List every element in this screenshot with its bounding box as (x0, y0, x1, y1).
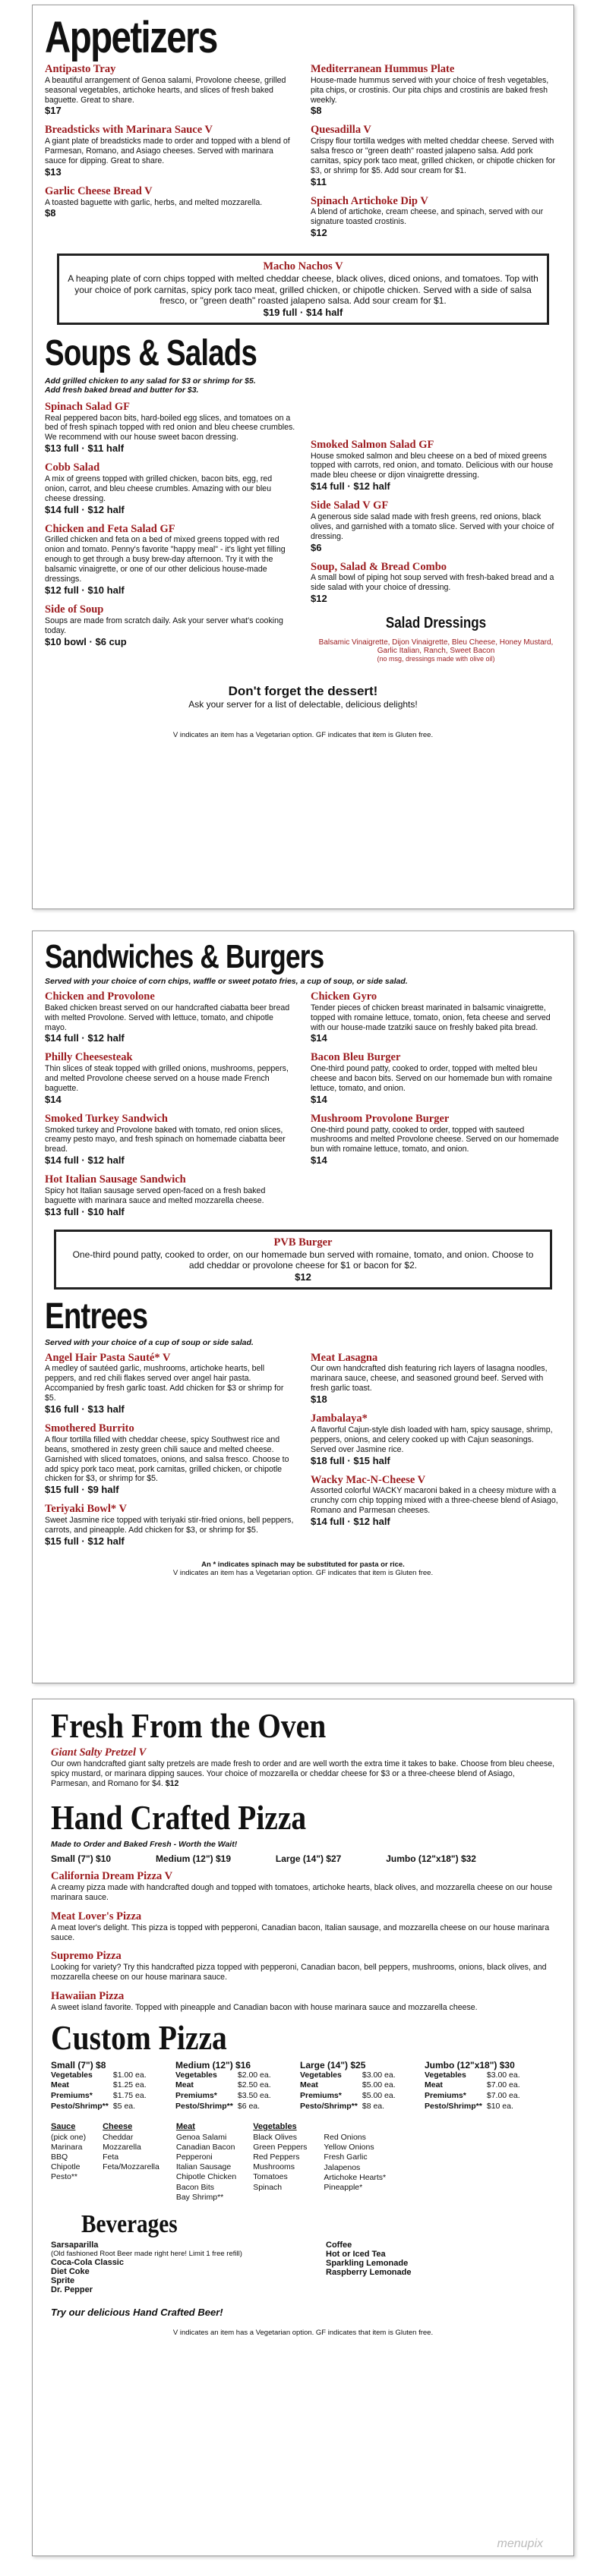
item-desc: A sweet island favorite. Topped with pineapple and Canadian bacon with house marinara sauce and mozzarella cheese. (51, 2002, 478, 2012)
topping-item: Tomatoes (253, 2172, 288, 2182)
price-value: $8 ea. (362, 2101, 385, 2111)
item-price: $14 full · $12 half (311, 1516, 390, 1528)
menu-item (311, 124, 561, 187)
price-value: $7.00 ea. (486, 2090, 520, 2100)
topping-group (103, 2122, 159, 2203)
item-name: Smoked Turkey Sandwich (45, 1112, 168, 1125)
menu-item (45, 990, 295, 1044)
oven-title: Fresh From the Oven (51, 1706, 327, 1745)
menu-page-3 (32, 1699, 574, 2556)
item-price: $14 (311, 1154, 327, 1167)
custom-price-row (425, 2091, 525, 2102)
entrees-note: Served with your choice of a cup of soup or side salad. (45, 1337, 254, 1347)
custom-price-row (51, 2102, 151, 2112)
item-desc: A small bowl of piping hot soup served with fresh-baked bread and a side salad with your choice of dressing. (311, 573, 554, 593)
price-value: $5.00 ea. (362, 2090, 396, 2100)
custom-price-table (175, 2071, 276, 2112)
price-value: $10 ea. (486, 2101, 513, 2111)
item-name: Side Salad V GF (311, 499, 389, 512)
topping-item: Feta/Mozzarella (103, 2162, 159, 2172)
item-price: $18 full · $15 half (311, 1454, 390, 1466)
item-desc: Real peppered bacon bits, hard-boiled egg slices, and tomatoes on a bed of fresh spinach topped with red onion and bleu cheese crumbles. We recommend with our house sweet bacon dressing. (45, 413, 295, 442)
beverage-item: Raspberry Lemonade (326, 2267, 412, 2277)
item-desc: Soups are made from scratch daily. Ask your server what's cooking today. (45, 616, 283, 635)
custom-price-row (425, 2080, 525, 2091)
topping-head: Meat (175, 2122, 195, 2132)
item-name: California Dream Pizza V (51, 1870, 173, 1883)
item-name: Cobb Salad (45, 461, 100, 474)
item-price: $13 full · $10 half (45, 1205, 125, 1217)
dessert-sub: Ask your server for a list of delectable, delicious delights! (188, 699, 418, 710)
topping-item: Pesto** (51, 2172, 78, 2182)
dessert-block (45, 684, 561, 710)
pizza-list (51, 1870, 555, 2012)
item-name: Supremo Pizza (51, 1950, 122, 1963)
menu-item (45, 603, 295, 647)
item-desc: Looking for variety? Try this handcrafted pizza topped with pepperoni, Canadian bacon, bell peppers, mushrooms, onions, black olives, and mozzarella cheese on our house marinara sauce. (51, 1963, 547, 1982)
pretzel-desc: Our own handcrafted giant salty pretzels are made fresh to order and are well worth the extra time it takes to bake. Choose from bleu cheese, spicy mustard, or marinara dipping sauces. Your choice of mozzarella or cheddar cheese for $3 or a three-cheese blend of Asiago, Parmesan, and Romano for $4. $12 (51, 1759, 555, 1788)
sandwiches-right-column (311, 990, 561, 1225)
item-desc: Baked chicken breast served on our handcrafted ciabatta beer bread with melted Provolone. Served with lettuce, tomato, and chipotle mayo. (45, 1003, 290, 1032)
item-desc: House-made hummus served with your choice of fresh vegetables, pita chips, or crostinis. Our pita chips and crostinis are baked fresh weekly. (311, 75, 549, 105)
custom-size (51, 2060, 165, 2112)
soups-note-1: Add grilled chicken to any salad for $3 or shrimp for $5. (45, 376, 256, 386)
item-desc: A flour tortilla filled with cheddar cheese, spicy Southwest rice and beans, smothered in zesty green chili sauce and melted cheese. Garnished with sliced tomatoes, onions, and salsa fresco. Choose to add spicy pork taco meat, pork carnitas, grilled chicken, or chipotle chicken for $3, or shrimp for $5. (45, 1434, 289, 1484)
custom-price-row (51, 2071, 151, 2081)
custom-size (425, 2060, 538, 2112)
menu-item (311, 561, 561, 605)
custom-price-row (425, 2071, 525, 2081)
topping-item: Mushrooms (253, 2162, 295, 2172)
topping-item: Artichoke Hearts* (324, 2172, 387, 2182)
price-label: Pesto/Shrimp** (51, 2101, 109, 2111)
menu-item (45, 1173, 295, 1217)
pretzel-name: Giant Salty Pretzel V (51, 1746, 147, 1759)
item-name: Garlic Cheese Bread V (45, 184, 153, 197)
soups-left-column (45, 401, 295, 663)
beverage-item: Sarsaparilla (51, 2240, 99, 2250)
price-label: Meat (51, 2080, 69, 2090)
price-value: $1.75 ea. (112, 2090, 147, 2100)
menu-item (311, 499, 561, 553)
item-desc: Our own handcrafted dish featuring rich layers of lasagna noodles, marinara sauce, cheese, and seasoned ground beef. Served with fresh garlic toast. (311, 1364, 548, 1393)
item-desc: House smoked salmon and bleu cheese on a bed of mixed greens topped with carrots, red onion, and tomato. Delicious with our house made bleu cheese or dijon vinaigrette dressing. (311, 451, 554, 480)
beverages-title: Beverages (81, 2209, 178, 2238)
price-value: $2.00 ea. (237, 2070, 271, 2080)
beer-footer: Try our delicious Hand Crafted Beer! (51, 2306, 223, 2318)
item-name: Mushroom Provolone Burger (311, 1112, 450, 1125)
topping-group (176, 2122, 236, 2203)
pizza-note: Made to Order and Baked Fresh - Worth the Wait! (51, 1840, 238, 1850)
item-price: $8 (311, 105, 322, 117)
pvb-name: PVB Burger (273, 1236, 333, 1249)
sandwiches-left-column (45, 990, 295, 1225)
price-label: Meat (300, 2080, 318, 2090)
topping-item: Black Olives (253, 2132, 297, 2142)
price-value: $6 ea. (237, 2101, 261, 2111)
item-price: $17 (45, 105, 62, 117)
entrees-footnote: An * indicates spinach may be substituted for pasta or rice. (201, 1560, 405, 1569)
pizza-sizes: Small (7") $10 Medium (12") $19 Large (14") $27 Jumbo (12"x18") $32 (51, 1853, 476, 1865)
custom-price-row (425, 2102, 525, 2112)
item-price: $15 full · $12 half (45, 1535, 125, 1547)
topping-item: Fresh Garlic (324, 2152, 368, 2162)
watermark: menupix (497, 2537, 543, 2550)
topping-item: Jalapenos (324, 2162, 361, 2172)
menu-item (45, 523, 295, 596)
custom-price-row (300, 2080, 400, 2091)
dressings-title: Salad Dressings (385, 615, 487, 632)
custom-size-head: Large (14") $25 (300, 2059, 366, 2071)
beverage-item: Sprite (51, 2275, 75, 2285)
topping-item: Italian Sausage (175, 2162, 232, 2172)
price-label: Pesto/Shrimp** (175, 2101, 233, 2111)
item-name: Wacky Mac-N-Cheese V (311, 1473, 426, 1486)
item-name: Breadsticks with Marinara Sauce V (45, 124, 213, 137)
menu-page-2 (32, 931, 574, 1683)
item-name: Philly Cheesesteak (45, 1051, 133, 1064)
custom-title: Custom Pizza (51, 2017, 227, 2057)
price-value: $1.25 ea. (112, 2080, 147, 2090)
appetizers-title: Appetizers (45, 13, 217, 62)
item-price: $14 (45, 1093, 62, 1105)
price-label: Meat (425, 2080, 443, 2090)
custom-size-head: Medium (12") $16 (175, 2059, 251, 2071)
beverages-right (295, 2241, 555, 2294)
custom-price-row (51, 2091, 151, 2102)
menu-item (45, 124, 295, 177)
item-desc: A blend of artichoke, cream cheese, and spinach, served with our signature toasted crostinis. (311, 207, 544, 227)
entrees-right-column (311, 1352, 561, 1554)
item-desc: Grilled chicken and feta on a bed of mixed greens topped with red onion and tomato. Penny's favorite "happy meal" - it's light yet filling enough to get through a busy brew-day afternoon. Try it with the balsamic vinaigrette, or one of our other delicious house-made dressings. (45, 535, 286, 584)
custom-size-grid (51, 2060, 555, 2112)
custom-size-head: Jumbo (12"x18") $30 (425, 2059, 515, 2071)
custom-price-row (300, 2071, 400, 2081)
custom-price-row (51, 2080, 151, 2091)
item-name: Smothered Burrito (45, 1422, 134, 1435)
custom-price-table (425, 2071, 525, 2112)
price-value: $2.50 ea. (237, 2080, 271, 2090)
item-price: $14 full · $12 half (45, 503, 125, 515)
custom-size (175, 2060, 289, 2112)
item-desc: A generous side salad made with fresh greens, red onions, black olives, and garnished with a tomato slice. Served with your choice of dressing. (311, 512, 554, 541)
item-price: $10 bowl · $6 cup (45, 635, 127, 647)
item-price: $16 full · $13 half (45, 1403, 125, 1416)
topping-item: (pick one) (51, 2132, 87, 2142)
custom-price-row (300, 2102, 400, 2112)
pvb-box (54, 1230, 552, 1290)
topping-head: Cheese (103, 2122, 133, 2132)
menu-item (51, 1990, 555, 2013)
item-name: Angel Hair Pasta Sauté* V (45, 1351, 171, 1364)
menu-item (51, 1950, 555, 1982)
item-desc: Smoked turkey and Provolone baked with tomato, red onion slices, creamy pesto mayo, and fresh spinach on homemade ciabatta beer bread. (45, 1125, 286, 1154)
item-name: Chicken Gyro (311, 990, 377, 1003)
item-desc: Crispy flour tortilla wedges with melted cheddar cheese. Served with salsa fresco or "green death" roasted jalapeno salsa. Add pork carnitas, spicy pork taco meat, grilled chicken, or chipotle chicken for $3, or shrimp for $5. Add sour cream for $1. (311, 137, 556, 175)
topping-item: Bay Shrimp** (175, 2192, 224, 2202)
price-label: Premiums* (51, 2090, 93, 2100)
legend: V indicates an item has a Vegetarian option. GF indicates that item is Gluten free. (172, 731, 434, 740)
item-price: $18 (311, 1393, 327, 1406)
dressings-block (311, 615, 561, 663)
menu-item (51, 1910, 555, 1943)
topping-group (51, 2122, 86, 2203)
menu-item (311, 1051, 561, 1104)
menu-item (311, 1474, 561, 1527)
item-desc: Sweet Jasmine rice topped with teriyaki stir-fried onions, bell peppers, carrots, and pineapple. Add chicken for $3, or shrimp for $5. (45, 1516, 294, 1535)
item-name: Spinach Salad GF (45, 400, 131, 413)
custom-price-row (175, 2071, 276, 2081)
page3-legend: V indicates an item has a Vegetarian option. GF indicates that item is Gluten free. (172, 2328, 434, 2337)
topping-head: Sauce (51, 2122, 76, 2132)
item-name: Meat Lasagna (311, 1351, 378, 1364)
pizza-title: Hand Crafted Pizza (51, 1798, 307, 1838)
price-label: Vegetables (425, 2070, 466, 2080)
price-label: Pesto/Shrimp** (425, 2101, 482, 2111)
item-desc: A medley of sautéed garlic, mushrooms, artichoke hearts, bell peppers, and red chili flakes served over angel hair pasta. Accompanied by fresh garlic toast. Add chicken for $3 or shrimp for $5. (45, 1364, 284, 1403)
topping-item: Red Onions (324, 2133, 366, 2143)
item-desc: A giant plate of breadsticks made to order and topped with a blend of Parmesan, Romano, and Asiago cheeses. Served with marinara sauce for dipping. Great to share. (45, 137, 290, 165)
item-price: $14 full · $12 half (311, 480, 390, 493)
beverage-item: Coffee (326, 2240, 352, 2250)
beverages-left (51, 2241, 280, 2294)
menu-item (311, 1352, 561, 1405)
price-label: Premiums* (175, 2090, 217, 2100)
price-label: Premiums* (300, 2090, 342, 2100)
dressings-note: (no msg, dressings made with olive oil) (377, 655, 495, 663)
custom-price-row (300, 2091, 400, 2102)
nachos-name: Macho Nachos V (263, 260, 343, 273)
item-name: Jambalaya* (311, 1412, 368, 1425)
menu-item (51, 1870, 555, 1903)
custom-price-row (175, 2091, 276, 2102)
item-desc: A meat lover's delight. This pizza is topped with pepperoni, Canadian bacon, Italian sausage, and mozzarella cheese on our house marinara sauce. (51, 1923, 550, 1942)
appetizers-left-column (45, 63, 295, 246)
dessert-title: Don't forget the dessert! (228, 684, 378, 699)
topping-group (324, 2122, 386, 2203)
topping-item: Chipotle Chicken (175, 2172, 237, 2182)
custom-size-head: Small (7") $8 (51, 2059, 106, 2071)
topping-group (253, 2122, 307, 2203)
item-desc: A mix of greens topped with grilled chicken, bacon bits, egg, red onion, carrot, and bleu cheese crumbles. Amazing with our bleu cheese dressing. (45, 474, 273, 503)
price-value: $1.00 ea. (112, 2070, 147, 2080)
topping-item: Mozzarella (103, 2143, 141, 2152)
item-price: $11 (311, 175, 327, 187)
topping-item: Chipotle (51, 2162, 81, 2172)
custom-price-table (51, 2071, 151, 2112)
item-desc: One-third pound patty, cooked to order, topped with sauteed mushrooms and melted Provolone cheese. Served on our homemade bun with romaine lettuce, tomato, and onion. (311, 1125, 559, 1154)
price-label: Pesto/Shrimp** (300, 2101, 358, 2111)
beverage-item: Dr. Pepper (51, 2285, 93, 2294)
item-price: $12 full · $10 half (45, 584, 125, 597)
custom-price-table (300, 2071, 400, 2112)
item-price: $14 (311, 1032, 327, 1044)
entrees-left-column (45, 1352, 295, 1554)
menu-item (45, 1113, 295, 1166)
pvb-desc: One-third pound patty, cooked to order, on our homemade bun served with romaine, tomato, and onion. Choose to add cheddar or provolone cheese for $1 or bacon for $2. (72, 1249, 534, 1271)
menu-item (311, 63, 561, 116)
topping-item: Green Peppers (253, 2143, 308, 2152)
item-desc: A toasted baguette with garlic, herbs, and melted mozzarella. (45, 197, 263, 207)
item-price: $6 (311, 541, 322, 553)
item-price: $12 (311, 593, 327, 605)
menu-item (311, 195, 561, 239)
topping-item: Bacon Bits (175, 2182, 215, 2192)
price-value: $3.00 ea. (486, 2070, 520, 2080)
item-price: $12 (311, 227, 327, 239)
nachos-price: $19 full · $14 half (263, 306, 343, 318)
item-name: Hot Italian Sausage Sandwich (45, 1173, 186, 1186)
appetizers-right-column (311, 63, 561, 246)
price-label: Meat (175, 2080, 194, 2090)
item-desc: Tender pieces of chicken breast marinated in balsamic vinaigrette, topped with romaine lettuce, tomato, onion, feta cheese and served with our house-made tzatziki sauce on freshly baked pita bread. (311, 1003, 551, 1032)
price-label: Vegetables (51, 2070, 93, 2080)
topping-item: Pepperoni (175, 2152, 213, 2162)
sandwiches-title: Sandwiches & Burgers (45, 938, 324, 975)
item-desc: Spicy hot Italian sausage served open-faced on a fresh baked baguette with marinara sauce and melted mozzarella cheese. (45, 1186, 266, 1205)
menu-item (311, 1113, 561, 1166)
soups-right-column (311, 401, 561, 663)
topping-item: Spinach (253, 2182, 283, 2192)
toppings-grid (51, 2122, 555, 2203)
item-name: Hawaiian Pizza (51, 1989, 125, 2002)
item-name: Chicken and Feta Salad GF (45, 522, 175, 535)
item-name: Mediterranean Hummus Plate (311, 63, 455, 75)
item-name: Bacon Bleu Burger (311, 1051, 401, 1064)
menu-item (45, 1051, 295, 1104)
menu-item (45, 1352, 295, 1415)
topping-item: BBQ (51, 2152, 68, 2162)
beverage-item: Sparkling Lemonade (326, 2258, 409, 2268)
topping-head (324, 2122, 386, 2133)
dressings-list: Balsamic Vinaigrette, Dijon Vinaigrette, Bleu Cheese, Honey Mustard, Garlic Italian, Ranch, Sweet Bacon (318, 638, 554, 656)
beverage-item: Diet Coke (51, 2266, 90, 2276)
item-desc: A beautiful arrangement of Genoa salami, Provolone cheese, grilled seasonal vegetables, artichoke hearts, and slices of fresh baked baguette. Great to share. (45, 75, 286, 105)
price-label: Premiums* (425, 2090, 466, 2100)
soups-title: Soups & Salads (45, 332, 257, 373)
menu-item (45, 401, 295, 454)
menu-item (45, 1422, 295, 1495)
menu-item (311, 439, 561, 492)
price-label: Vegetables (175, 2070, 217, 2080)
item-price: $13 (45, 165, 62, 178)
menu-item (45, 461, 295, 515)
item-name: Side of Soup (45, 603, 104, 616)
price-value: $5.00 ea. (362, 2080, 396, 2090)
sandwiches-note: Served with your choice of corn chips, waffle or sweet potato fries, a cup of soup, or side salad. (45, 977, 408, 986)
item-desc: One-third pound patty, cooked to order, topped with melted bleu cheese and bacon bits. Served on our homemade bun with romaine lettuce, tomato, and onion. (311, 1064, 553, 1093)
topping-item: Feta (103, 2152, 119, 2162)
entrees-legend: V indicates an item has a Vegetarian option. GF indicates that item is Gluten free. (172, 1568, 434, 1577)
entrees-title: Entrees (45, 1296, 148, 1337)
item-price: $8 (45, 207, 56, 219)
menu-item (311, 1412, 561, 1466)
item-name: Soup, Salad & Bread Combo (311, 560, 447, 573)
item-name: Smoked Salmon Salad GF (311, 438, 434, 451)
item-name: Teriyaki Bowl* V (45, 1503, 127, 1516)
item-price: $14 full · $12 half (45, 1154, 125, 1167)
item-price: $14 full · $12 half (45, 1032, 125, 1044)
item-name: Spinach Artichoke Dip V (311, 194, 428, 207)
pvb-price: $12 (295, 1271, 311, 1283)
item-price: $15 full · $9 half (45, 1484, 119, 1496)
price-value: $3.50 ea. (237, 2090, 271, 2100)
topping-item: Yellow Onions (324, 2143, 374, 2152)
topping-item: Cheddar (103, 2132, 134, 2142)
topping-item: Marinara (51, 2143, 83, 2152)
item-name: Meat Lover's Pizza (51, 1910, 142, 1923)
item-desc: A flavorful Cajun-style dish loaded with ham, spicy sausage, shrimp, peppers, onions, and celery cooked up with Cajun seasonings. Served over Jasmine rice. (311, 1425, 553, 1454)
menu-item (311, 990, 561, 1044)
soups-note-2: Add fresh baked bread and butter for $3. (45, 385, 199, 395)
item-desc: A creamy pizza made with handcrafted dough and topped with tomatoes, artichoke hearts, black olives, and mozzarella cheese on our house marinara sauce. (51, 1883, 553, 1903)
topping-item: Canadian Bacon (175, 2143, 235, 2152)
custom-price-row (175, 2102, 276, 2112)
topping-head: Vegetables (253, 2122, 297, 2132)
price-label: Vegetables (300, 2070, 342, 2080)
item-name: Antipasto Tray (45, 63, 116, 75)
beverage-item: Coca-Cola Classic (51, 2257, 124, 2267)
item-desc: Thin slices of steak topped with grilled onions, mushrooms, peppers, and melted Provolone cheese served on a house made French baguette. (45, 1064, 289, 1093)
beverage-item: (Old fashioned Root Beer made right here! Limit 1 free refill) (51, 2249, 242, 2258)
item-desc: Assorted colorful WACKY macaroni baked in a cheesy mixture with a crunchy corn chip topping mixed with a three-cheese blend of Asiago, Romano and Parmesan cheeses. (311, 1486, 558, 1516)
menu-item (45, 63, 295, 116)
item-price: $13 full · $11 half (45, 442, 125, 455)
price-value: $3.00 ea. (362, 2070, 396, 2080)
nachos-box (57, 254, 549, 325)
menu-item (45, 185, 295, 219)
topping-item: Red Peppers (253, 2152, 300, 2162)
custom-size (300, 2060, 414, 2112)
topping-item: Genoa Salami (175, 2132, 227, 2142)
beverage-item: Hot or Iced Tea (326, 2249, 386, 2259)
topping-item: Pineapple* (324, 2182, 363, 2192)
price-value: $5 ea. (112, 2101, 136, 2111)
menu-item (45, 1503, 295, 1547)
custom-price-row (175, 2080, 276, 2091)
nachos-desc: A heaping plate of corn chips topped with melted cheddar cheese, black olives, diced onions, and tomatoes. Top with your choice of pork carnitas, spicy pork taco meat, grilled chicken, or chipotle chicken. Served with a side of salsa fresco, or "green death" roasted jalapeno salsa. Add sour cream for $1. (68, 272, 538, 307)
menu-page-1 (32, 5, 574, 909)
item-name: Quesadilla V (311, 124, 371, 137)
price-value: $7.00 ea. (486, 2080, 520, 2090)
item-name: Chicken and Provolone (45, 990, 155, 1003)
item-price: $14 (311, 1093, 327, 1105)
